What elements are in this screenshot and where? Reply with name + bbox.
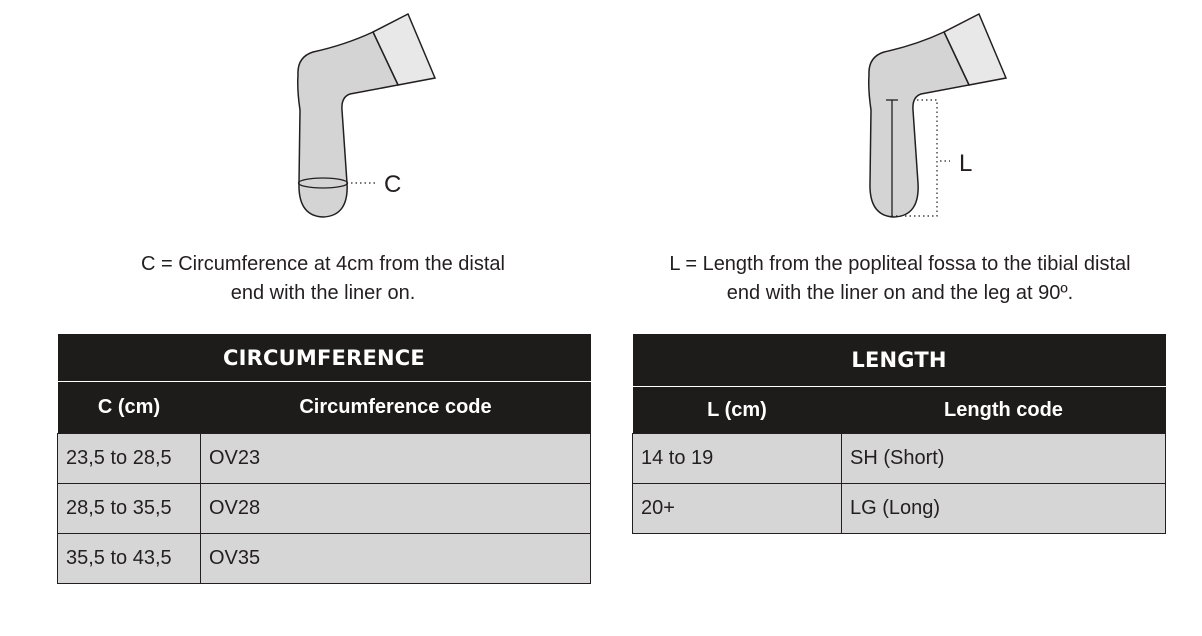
table-cell: OV23 bbox=[201, 434, 591, 484]
circumference-leg-illustration bbox=[298, 14, 435, 217]
caption-line: end with the liner on and the leg at 90º. bbox=[726, 282, 1074, 304]
caption-line: C = Circumference at 4cm from the distal bbox=[140, 253, 505, 275]
table-cell: SH (Short) bbox=[842, 434, 1166, 484]
table-cell: OV35 bbox=[201, 534, 591, 584]
table-row bbox=[633, 484, 1166, 534]
column-header: Circumference code bbox=[201, 382, 591, 434]
circumference-label: C bbox=[384, 171, 402, 198]
circumference-table bbox=[57, 334, 591, 584]
table-row bbox=[633, 434, 1166, 484]
table-cell: 28,5 to 35,5 bbox=[58, 484, 201, 534]
table-row bbox=[58, 484, 591, 534]
table-cell: OV28 bbox=[201, 484, 591, 534]
column-header: Length code bbox=[842, 387, 1166, 434]
table-row bbox=[58, 434, 591, 484]
length-leg-illustration bbox=[869, 14, 1006, 217]
column-header: L (cm) bbox=[633, 387, 842, 434]
length-caption bbox=[620, 250, 1180, 308]
table-cell: LG (Long) bbox=[842, 484, 1166, 534]
length-table bbox=[632, 334, 1166, 534]
table-cell: 23,5 to 28,5 bbox=[58, 434, 201, 484]
length-label: L bbox=[959, 150, 973, 177]
table-cell: 14 to 19 bbox=[633, 434, 842, 484]
table-cell: 35,5 to 43,5 bbox=[58, 534, 201, 584]
circumference-caption bbox=[80, 250, 566, 308]
table-row bbox=[58, 534, 591, 584]
caption-line: L = Length from the popliteal fossa to the tibial distal bbox=[669, 253, 1131, 275]
table-cell: 20+ bbox=[633, 484, 842, 534]
caption-line: end with the liner on. bbox=[230, 282, 416, 304]
table-title: CIRCUMFERENCE bbox=[58, 334, 591, 382]
table-title: LENGTH bbox=[633, 334, 1166, 387]
column-header: C (cm) bbox=[58, 382, 201, 434]
